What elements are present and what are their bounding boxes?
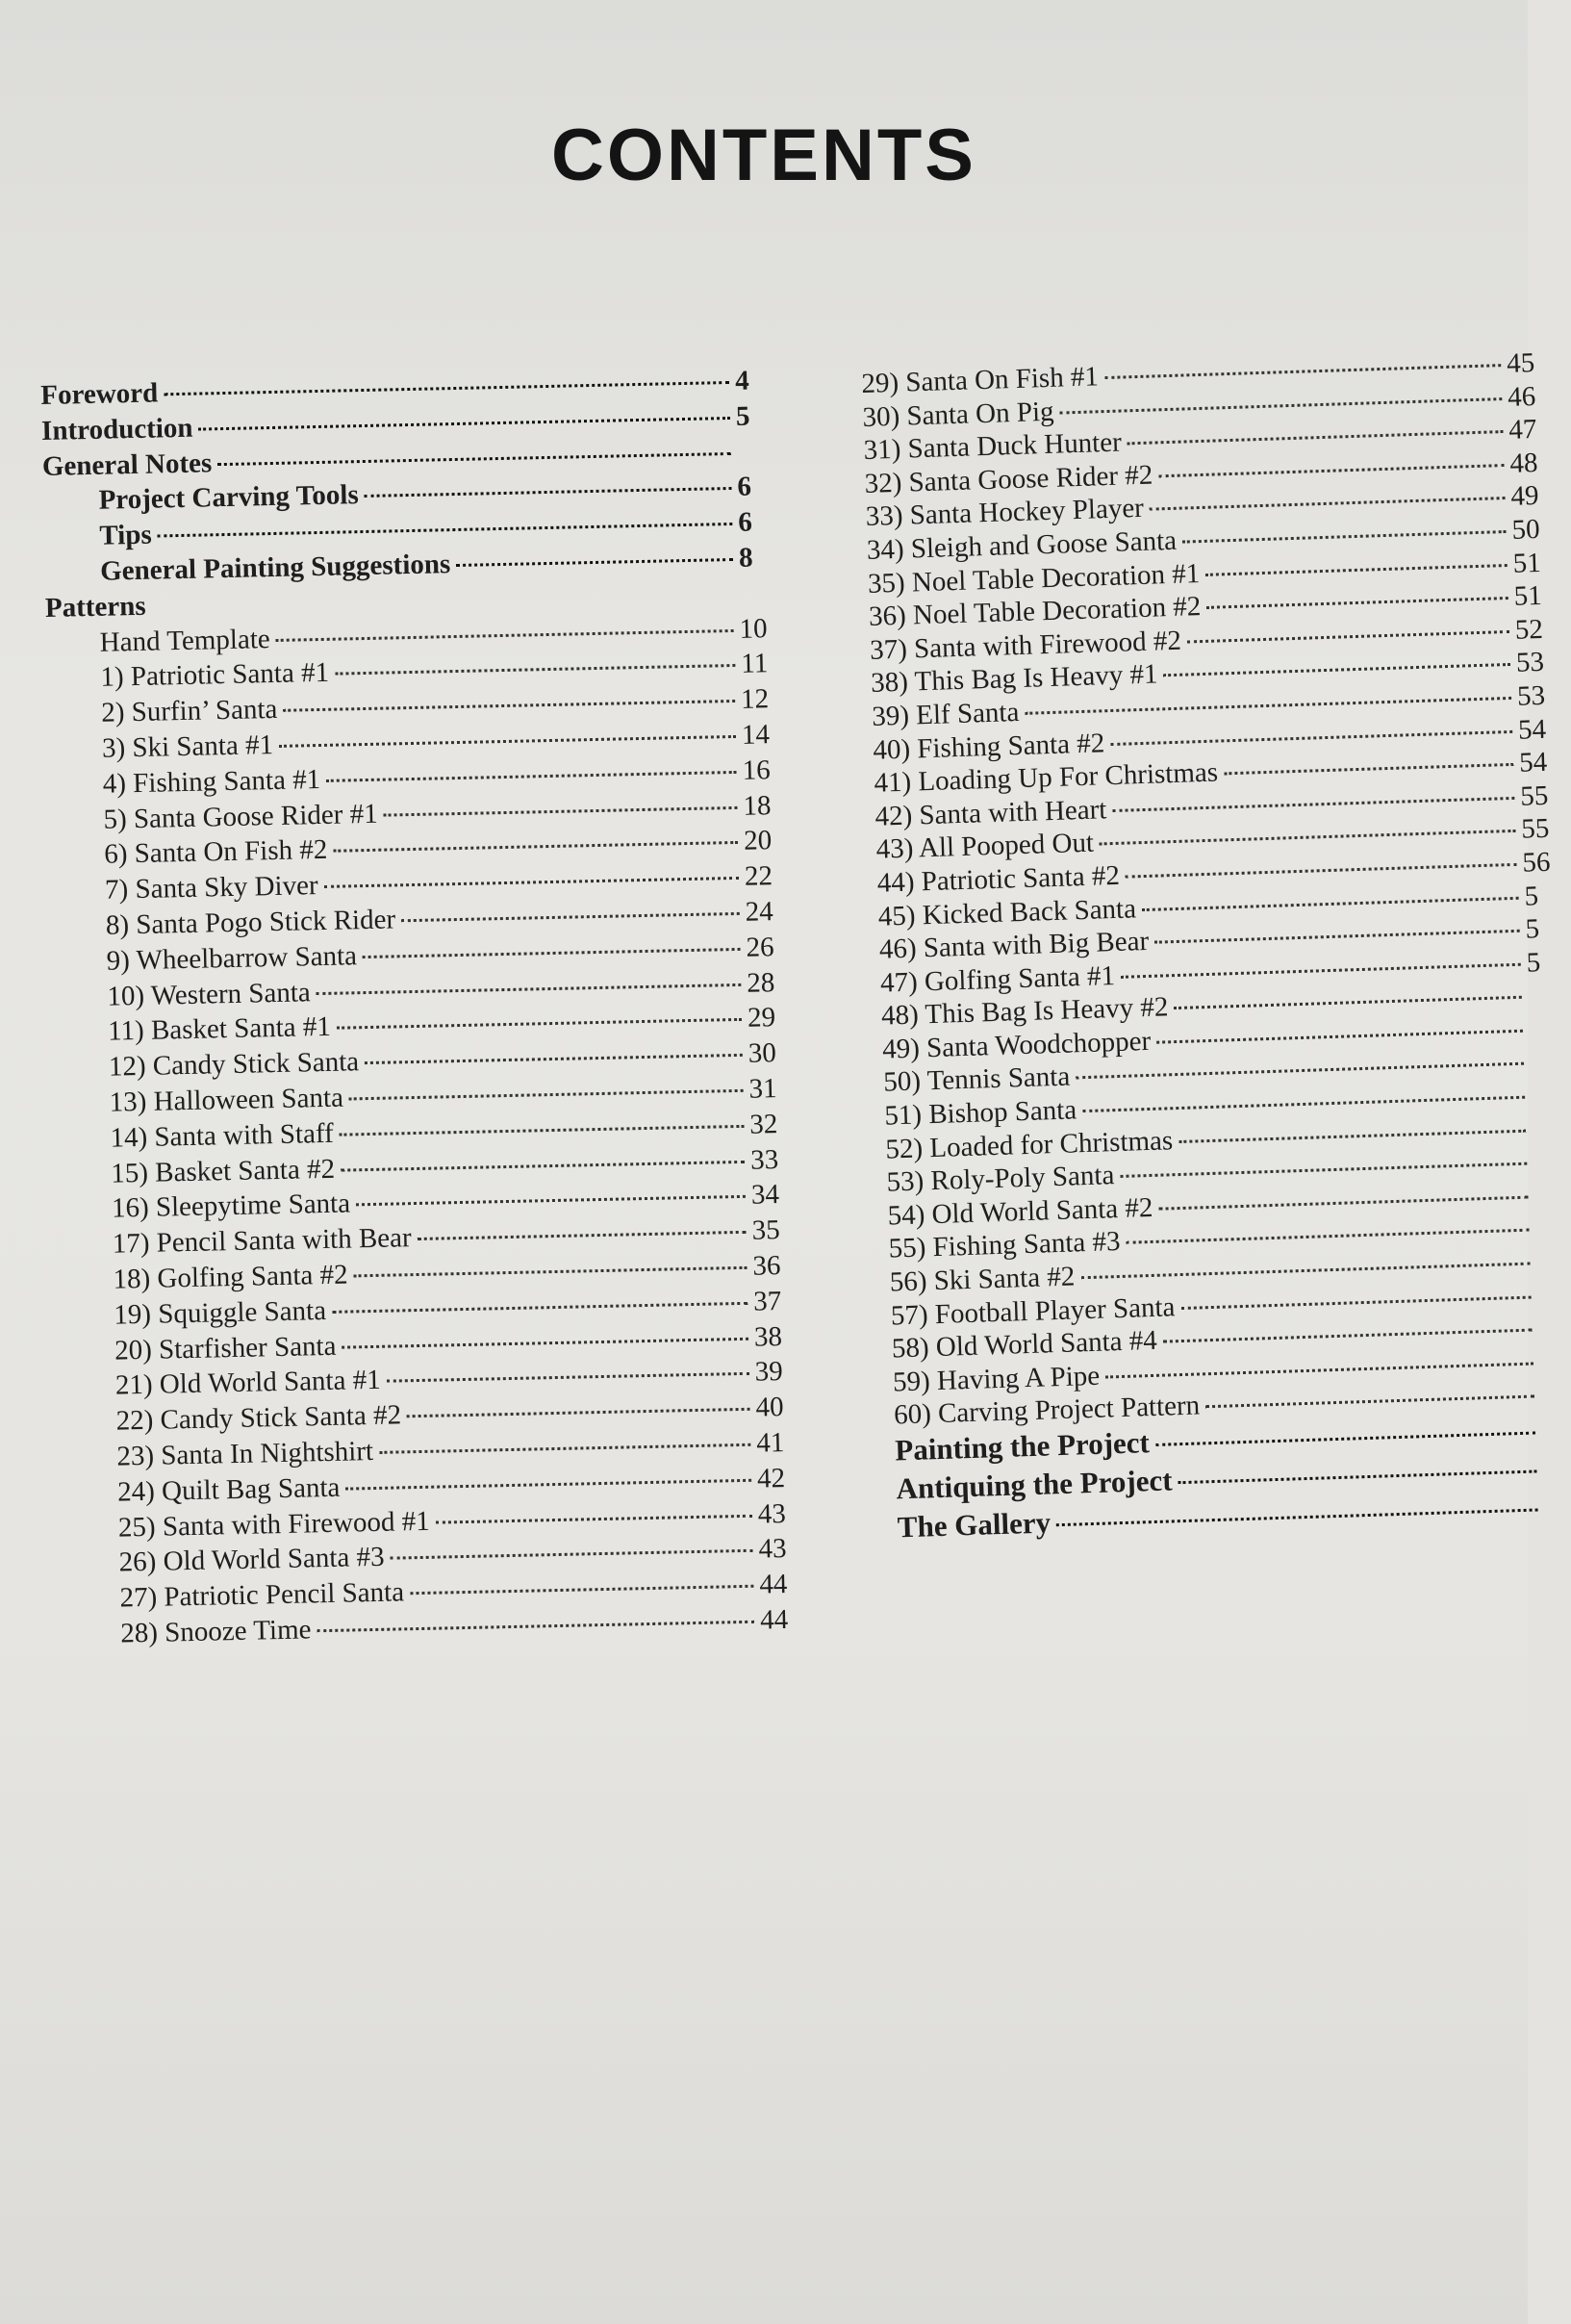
dot-leader [1224,763,1513,775]
toc-entry-page: 38 [753,1320,783,1353]
toc-entry-label: 50) Tennis Santa [882,1061,1071,1099]
toc-entry-page: 10 [739,612,768,645]
toc-entry-page: 39 [754,1356,784,1388]
toc-entry-label: 16) Sleepytime Santa [111,1188,351,1224]
toc-entry-label: 42) Santa with Heart [874,793,1107,832]
toc-entry-page: 5 [1525,913,1540,945]
toc-entry-page: 11 [741,648,769,680]
dot-leader [1100,830,1516,846]
dot-leader [365,1054,743,1064]
dot-leader [345,1478,751,1490]
toc-entry-page: 14 [741,719,771,751]
toc-entry-label: 36) Noel Table Decoration #2 [868,591,1202,633]
dot-leader [410,1585,753,1595]
dot-leader [363,948,741,958]
dot-leader [1182,530,1507,544]
toc-entry-page: 43 [757,1497,787,1530]
dot-leader [340,1125,745,1136]
dot-leader [1158,1195,1528,1210]
toc-entry-label: 2) Surfin’ Santa [100,694,278,728]
toc-entry-label: Tips [99,519,153,551]
dot-leader [337,1018,742,1030]
dot-leader [365,487,732,498]
dot-leader [1076,1062,1524,1080]
dot-leader [387,1372,749,1383]
toc-entry-label: 46) Santa with Big Bear [878,925,1150,965]
toc-entry-page: 5 [1526,946,1541,979]
dot-leader [349,1089,744,1101]
toc-entry-label: 6) Santa On Fish #2 [104,834,328,871]
dot-leader [1180,1295,1531,1309]
toc-entry-page: 34 [750,1179,780,1212]
toc-entry-page: 49 [1510,480,1540,513]
dot-leader [1082,1096,1525,1112]
toc-entry-label: 55) Fishing Santa #3 [888,1226,1122,1264]
dot-leader [164,381,729,396]
toc-entry-label: 9) Wheelbarrow Santa [106,939,358,977]
dot-leader [333,841,738,853]
dot-leader [1178,1129,1526,1142]
toc-entry-label: 39) Elf Santa [871,696,1020,732]
toc-entry-label: 14) Santa with Staff [110,1117,335,1154]
toc-entry-page [1539,1369,1566,1370]
toc-entry-label: 53) Roly-Poly Santa [886,1160,1115,1198]
toc-entry-page: 36 [752,1250,781,1282]
toc-entry-page: 55 [1519,779,1549,812]
toc-entry-label: 11) Basket Santa #1 [107,1011,332,1048]
toc-entry-page [1528,1004,1555,1005]
dot-leader [1056,1508,1538,1526]
dot-leader [1206,597,1508,609]
toc-entry-page: 41 [755,1426,785,1459]
dot-leader [317,983,742,994]
dot-leader [341,1160,745,1171]
toc-entry-page: 50 [1511,513,1541,546]
dot-leader [1187,630,1509,644]
toc-entry-page: 5 [1524,880,1539,912]
toc-entry-label: 23) Santa In Nightshirt [116,1435,374,1472]
toc-entry-label: Hand Template [99,623,271,658]
toc-entry-page [1536,1270,1563,1271]
toc-entry-page: 12 [740,683,770,715]
dot-leader [356,1195,746,1206]
toc-entry-page: 40 [755,1392,784,1423]
dot-leader [324,877,739,888]
dot-leader [1155,1432,1535,1446]
toc-entry-page: 28 [746,966,775,999]
toc-entry-page [737,460,764,461]
toc-entry-page: 31 [748,1073,777,1105]
toc-entry-page: 44 [759,1603,789,1636]
dot-leader [354,1266,747,1278]
toc-entry-label: General Painting Suggestions [99,549,451,587]
toc-entry-page: 33 [749,1143,779,1176]
dot-leader [1150,497,1506,511]
dot-leader [217,452,731,466]
toc-entry-page: 44 [759,1569,788,1600]
toc-entry-label: 30) Santa On Pig [862,396,1054,433]
toc-entry-label: 59) Having A Pipe [892,1360,1101,1398]
toc-entry-label: 4) Fishing Santa #1 [102,763,321,800]
toc-entry-label: 48) This Bag Is Heavy #2 [880,991,1169,1032]
toc-entry-label: 29) Santa On Fish #1 [861,361,1100,399]
toc-entry-page: 26 [746,931,774,963]
dot-leader [332,1302,747,1314]
toc-entry-page: 48 [1508,447,1538,479]
toc-entry-page: 16 [742,753,771,786]
toc-entry-label: 26) Old World Santa #3 [118,1542,385,1578]
toc-entry-label: 28) Snooze Time [119,1614,312,1649]
dot-leader [1154,930,1520,944]
dot-leader [407,1408,750,1417]
toc-entry-page: 20 [743,825,773,857]
toc-entry-label: 43) All Pooped Out [875,827,1095,866]
toc-entry-label: 20) Starfisher Santa [114,1330,337,1366]
toc-entry-label: Patterns [44,590,146,624]
toc-entry-label: 15) Basket Santa #2 [110,1153,336,1189]
toc-entry-label: 54) Old World Santa #2 [887,1191,1153,1232]
toc-entry-page: 46 [1507,380,1536,413]
dot-leader [1127,1229,1530,1244]
toc-entry-label: 58) Old World Santa #4 [891,1325,1158,1365]
dot-leader [1104,364,1501,379]
dot-leader [384,805,738,816]
toc-entry-label: 22) Candy Stick Santa #2 [115,1399,402,1437]
toc-entry-label: Introduction [40,412,193,447]
toc-entry-page: 30 [747,1037,777,1069]
toc-entry-page: 54 [1518,746,1548,779]
toc-entry-page: 51 [1512,547,1542,579]
toc-entry-page: 35 [751,1214,781,1246]
toc-entry-label: 8) Santa Pogo Stick Rider [105,904,396,941]
toc-entry-label: Antiquing the Project [896,1463,1174,1506]
dot-leader [1112,797,1514,812]
toc-entry-label: 17) Pencil Santa with Bear [112,1222,412,1260]
page-title: CONTENTS [551,115,976,196]
toc-entry-page: 43 [758,1533,787,1565]
toc-entry-page [1531,1104,1558,1105]
toc-entry-label: 35) Noel Table Decoration #1 [867,557,1201,600]
toc-entry-page: 5 [735,400,750,432]
dot-leader [1080,1263,1530,1280]
toc-entry-label: 32) Santa Goose Rider #2 [864,459,1153,499]
toc-entry-page [1543,1477,1570,1478]
toc-entry-page: 53 [1516,679,1546,712]
toc-entry-label: 19) Squiggle Santa [114,1294,327,1331]
dot-leader [1025,697,1511,715]
toc-entry-label: 41) Loading Up For Christmas [874,756,1219,799]
dot-leader [158,523,733,538]
toc-entry-label: 49) Santa Woodchopper [881,1025,1152,1065]
toc-entry-page: 53 [1515,647,1545,679]
toc-entry-label: The Gallery [897,1505,1052,1545]
toc-entry-label: 60) Carving Project Pattern [893,1390,1201,1431]
toc-entry-label: 52) Loaded for Christmas [884,1124,1174,1165]
toc-entry-label: 33) Santa Hockey Player [865,493,1145,533]
toc-entry-label: 18) Golfing Santa #2 [113,1259,348,1295]
toc-entry-page [1530,1070,1557,1071]
dot-leader [1178,1470,1537,1485]
dot-leader [1128,430,1504,445]
toc-entry-page: 18 [743,789,772,822]
dot-leader [1105,1362,1533,1378]
toc-right-column [861,347,1571,1548]
toc-entry-page: 45 [1506,347,1535,379]
toc-entry-label: Foreword [40,377,159,411]
toc-entry-page [1533,1170,1560,1171]
toc-left-column [40,365,789,1654]
toc-entry-label: 38) This Bag Is Heavy #1 [870,658,1158,700]
toc-entry-page: 52 [1514,613,1544,646]
dot-leader [279,735,736,748]
dot-leader [1126,863,1517,879]
dot-leader [1174,996,1522,1009]
dot-leader [283,700,735,712]
toc-entry-page: 6 [737,506,753,539]
dot-leader [1121,962,1521,978]
toc-entry-label: 21) Old World Santa #1 [114,1365,382,1401]
dot-leader [1158,464,1504,477]
dot-leader [1205,1395,1534,1409]
toc-entry-page: 42 [756,1462,786,1494]
toc-entry-page [1535,1237,1562,1238]
toc-entry-label: 10) Western Santa [107,976,312,1012]
dot-leader [401,912,740,922]
toc-entry-page: 29 [747,1002,776,1034]
toc-entry-page [1540,1403,1567,1404]
toc-entry-label: General Notes [41,447,213,482]
dot-leader [1110,729,1512,745]
toc-entry-page [1544,1516,1571,1517]
toc-entry-label: 34) Sleigh and Goose Santa [866,524,1178,566]
toc-entry-label: 44) Patriotic Santa #2 [876,859,1121,899]
toc-entry-page: 6 [737,471,752,503]
toc-entry-label: 7) Santa Sky Diver [104,870,318,906]
toc-entry-label: 31) Santa Duck Hunter [863,426,1123,467]
toc-entry-label: 56) Ski Santa #2 [889,1261,1076,1298]
toc-entry-page: 47 [1508,414,1537,447]
toc-entry-label: 27) Patriotic Pencil Santa [119,1576,405,1614]
toc-entry-label: Project Carving Tools [98,479,360,517]
toc-entry-label: 12) Candy Stick Santa [108,1046,360,1083]
dot-leader [456,558,733,567]
toc-entry-page: 4 [734,365,750,396]
dot-leader [1059,397,1502,414]
dot-leader [418,1231,747,1240]
toc-entry-page: 8 [738,542,753,574]
dot-leader [391,1549,753,1560]
toc-entry-page [1534,1203,1561,1204]
toc-entry-label: 24) Quilt Bag Santa [116,1471,341,1508]
dot-leader [379,1443,750,1454]
toc-entry-page: 32 [749,1108,778,1140]
dot-leader [317,1621,754,1633]
toc-entry-page: 55 [1520,813,1550,845]
toc-entry-page: 51 [1513,580,1543,612]
dot-leader [1205,564,1508,576]
toc-entry-page: 22 [744,860,773,892]
toc-entry-label: 5) Santa Goose Rider #1 [103,798,378,835]
dot-leader [342,1337,748,1348]
toc-entry-label: Painting the Project [894,1425,1151,1468]
toc-entry-page [1529,1037,1556,1038]
dot-leader [1142,896,1519,910]
toc-entry-label: 3) Ski Santa #1 [101,728,274,764]
toc-entry-page [1532,1136,1558,1137]
dot-leader [436,1514,752,1523]
dot-leader [1156,1030,1523,1044]
toc-entry-page [1537,1303,1564,1304]
toc-entry-label: 47) Golfing Santa #1 [879,959,1116,999]
dot-leader [276,629,734,642]
toc-entry-page [1538,1337,1565,1338]
toc-entry-label: 45) Kicked Back Santa [877,892,1137,932]
toc-entry-label: 13) Halloween Santa [109,1082,344,1118]
toc-entry-label: 37) Santa with Firewood #2 [869,625,1182,666]
toc-entry-label: 1) Patriotic Santa #1 [100,657,330,694]
toc-entry-page: 24 [745,896,774,928]
toc-entry-page: 37 [752,1285,782,1317]
dot-leader [1120,1162,1527,1178]
toc-entry-label: 51) Bishop Santa [883,1094,1077,1132]
toc-entry-page [1541,1439,1568,1440]
toc-entry-page: 56 [1521,846,1551,879]
toc-entry-page: 54 [1517,713,1547,746]
dot-leader [335,664,735,676]
dot-leader [1163,663,1510,677]
dot-leader [1163,1329,1533,1343]
dot-leader [198,417,730,431]
toc-entry-label: 57) Football Player Santa [890,1290,1176,1332]
toc-entry-label: 40) Fishing Santa #2 [872,727,1105,766]
toc-entry-label: 25) Santa with Firewood #1 [117,1505,431,1544]
dot-leader [326,771,737,782]
